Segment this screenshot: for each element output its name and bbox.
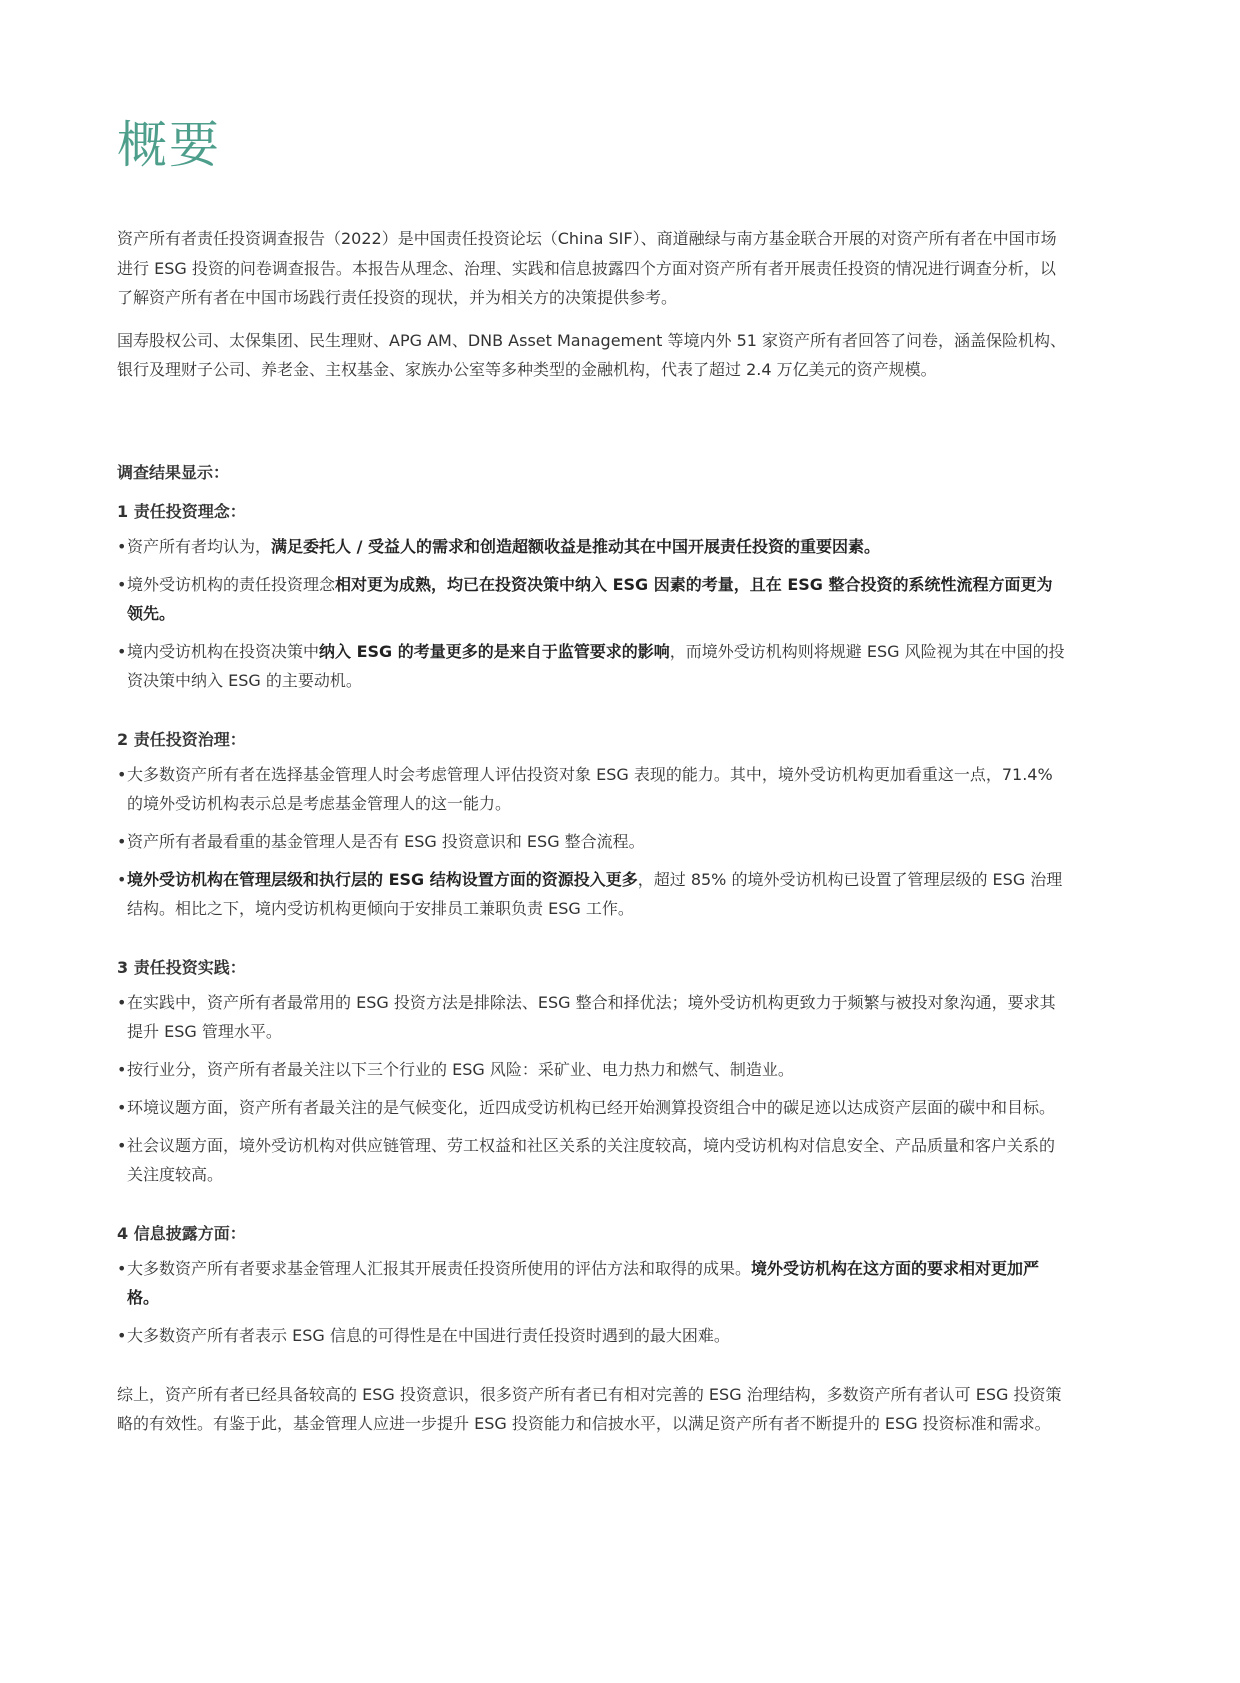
- list-item: • 大多数资产所有者在选择基金管理人时会考虑管理人评估投资对象 ESG 表现的能力。其中，境外受访机构更加看重这一点，71.4% 的境外受访机构表示总是考虑基金管理人的这一能力。: [117, 760, 1067, 818]
- list-item: • 社会议题方面，境外受访机构对供应链管理、劳工权益和社区关系的关注度较高，境内受访机构对信息安全、产品质量和客户关系的关注度较高。: [117, 1131, 1067, 1189]
- list-item: • 资产所有者均认为，满足委托人 / 受益人的需求和创造超额收益是推动其在中国开展责任投资的重要因素。: [117, 532, 1067, 561]
- section-list-disclosure: [117, 1254, 1067, 1350]
- section-title-disclosure: 4 信息披露方面：: [117, 1223, 246, 1243]
- list-item: • 资产所有者最看重的基金管理人是否有 ESG 投资意识和 ESG 整合流程。: [117, 827, 1067, 856]
- list-item: • 在实践中，资产所有者最常用的 ESG 投资方法是排除法、ESG 整合和择优法；境外受访机构更致力于频繁与被投对象沟通，要求其提升 ESG 管理水平。: [117, 988, 1067, 1046]
- list-item: • 大多数资产所有者要求基金管理人汇报其开展责任投资所使用的评估方法和取得的成果。境外受访机构在这方面的要求相对更加严格。: [117, 1254, 1067, 1312]
- section-list-governance: [117, 760, 1067, 923]
- section-title-governance: 2 责任投资治理：: [117, 729, 246, 749]
- section-title-practice: 3 责任投资实践：: [117, 957, 246, 977]
- list-item: • 境内受访机构在投资决策中纳入 ESG 的考量更多的是来自于监管要求的影响，而境外受访机构则将规避 ESG 风险视为其在中国的投资决策中纳入 ESG 的主要动机。: [117, 637, 1067, 695]
- section-list-philosophy: [117, 532, 1067, 695]
- summary-paragraph: 综上，资产所有者已经具备较高的 ESG 投资意识，很多资产所有者已有相对完善的 ESG 治理结构，多数资产所有者认可 ESG 投资策略的有效性。有鉴于此，基金管理人应进一步提升 ESG 投资能力和信披水平，以满足资产所有者不断提升的 ESG 投资标准和需求。: [117, 1384, 1062, 1433]
- list-item: • 按行业分，资产所有者最关注以下三个行业的 ESG 风险：采矿业、电力热力和燃气、制造业。: [117, 1055, 1067, 1084]
- results-heading: 调查结果显示：: [117, 462, 230, 482]
- list-item: • 环境议题方面，资产所有者最关注的是气候变化，近四成受访机构已经开始测算投资组合中的碳足迹以达成资产层面的碳中和目标。: [117, 1093, 1067, 1122]
- spacer: [117, 398, 1067, 458]
- content: [117, 224, 1067, 1439]
- section-title-philosophy: 1 责任投资理念：: [117, 501, 246, 521]
- page-title: 概要: [117, 116, 221, 174]
- list-item: • 大多数资产所有者表示 ESG 信息的可得性是在中国进行责任投资时遇到的最大困难。: [117, 1321, 1067, 1350]
- intro-paragraph-2: 国寿股权公司、太保集团、民生理财、APG AM、DNB Asset Management 等境内外 51 家资产所有者回答了问卷，涵盖保险机构、银行及理财子公司、养老金、主权基金、家族办公室等多种类型的金融机构，代表了超过 2.4 万亿美元的资产规模。: [117, 330, 1067, 379]
- section-list-practice: [117, 988, 1067, 1189]
- list-item: • 境外受访机构在管理层级和执行层的 ESG 结构设置方面的资源投入更多，超过 85% 的境外受访机构已设置了管理层级的 ESG 治理结构。相比之下，境内受访机构更倾向于安排员工兼职负责 ESG 工作。: [117, 865, 1067, 923]
- intro-paragraph-1: 资产所有者责任投资调查报告（2022）是中国责任投资论坛（China SIF）、商道融绿与南方基金联合开展的对资产所有者在中国市场进行 ESG 投资的问卷调查报告。本报告从理念、治理、实践和信息披露四个方面对资产所有者开展责任投资的情况进行调查分析，以了解资产所有者在中国市场践行责任投资的现状，并为相关方的决策提供参考。: [117, 229, 1057, 307]
- list-item: • 境外受访机构的责任投资理念相对更为成熟，均已在投资决策中纳入 ESG 因素的考量，且在 ESG 整合投资的系统性流程方面更为领先。: [117, 570, 1067, 628]
